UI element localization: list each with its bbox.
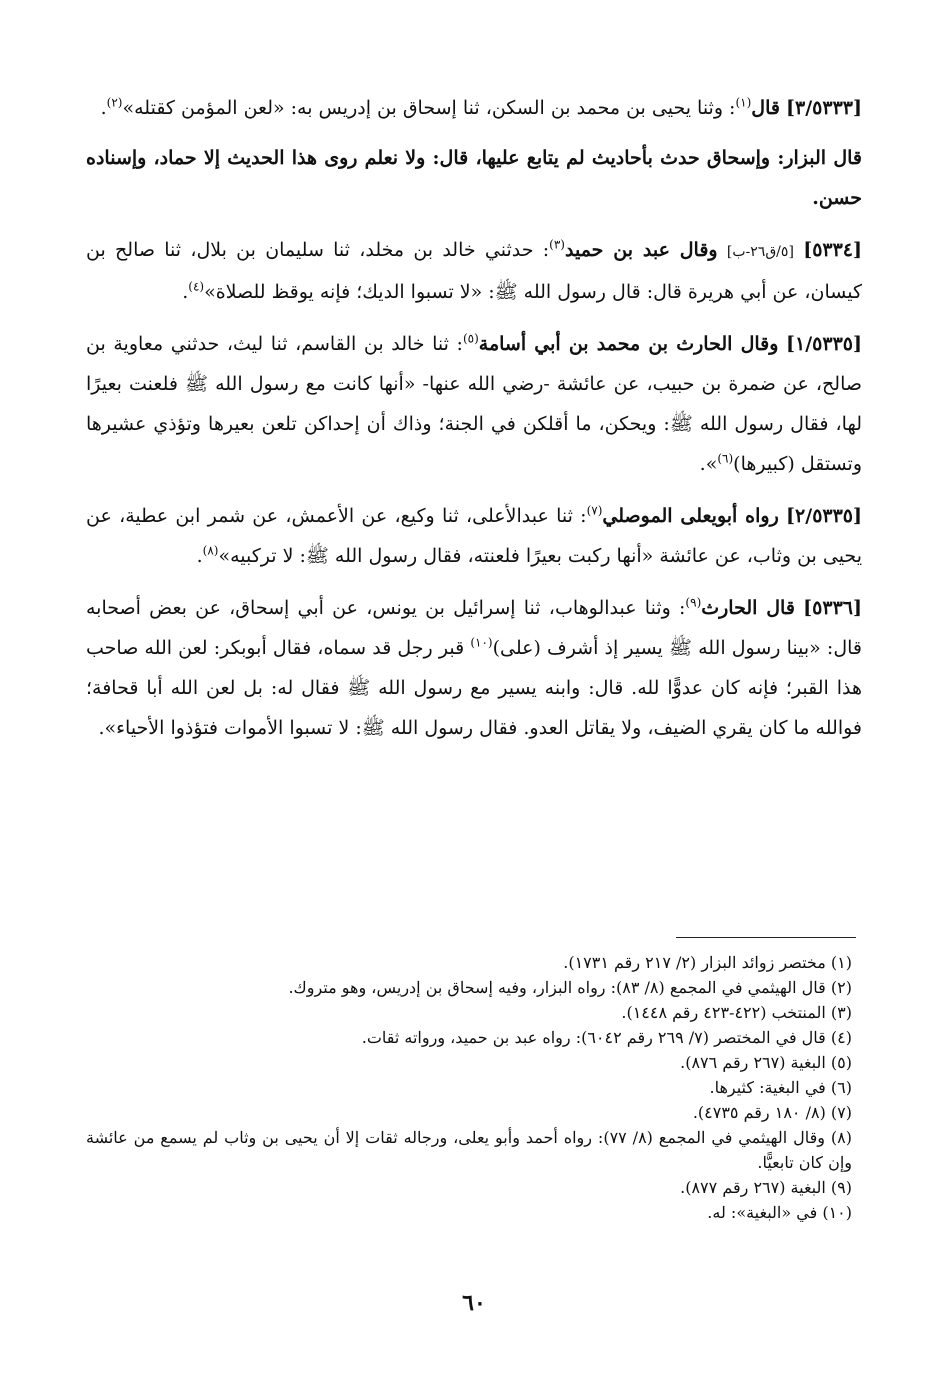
footnote: (٤) قال في المختصر (٧/ ٢٦٩ رقم ٦٠٤٢): رواه عبد بن حميد، ورواته ثقات. bbox=[361, 1028, 852, 1047]
footnote: (٣) المنتخب (٤٢٢-٤٢٣ رقم ١٤٤٨). bbox=[621, 1003, 852, 1022]
footnote: (٢) قال الهيثمي في المجمع (٨/ ٨٣): رواه البزار، وفيه إسحاق بن إدريس، وهو متروك. bbox=[288, 978, 852, 997]
page-number: ٦٠ bbox=[462, 1290, 486, 1316]
entry-number: [٥٣٣٤] bbox=[803, 239, 863, 261]
entry-tail: . bbox=[182, 281, 189, 303]
entry-tail: . bbox=[196, 545, 203, 567]
entry-text: : ثنا خالد بن القاسم، ثنا ليث، حدثني معاوية بن صالح، عن ضمرة بن حبيب، عن عائشة -رضي الله عنها- «أنها كانت مع رسول الله ﷺ فلعنت بعيرًا لها، فقال رسول الله ﷺ: ويحكن، ما أقلكن في الجنة؛ وذاك أن إحداكن تلعن بعيرها وتؤذي عشيرها وتستقل (كبيرها) bbox=[86, 333, 862, 475]
entry-text: : وثنا عبدالوهاب، ثنا إسرائيل بن يونس، عن أبي إسحاق، عن بعض أصحابه قال: «بينا رسول الله ﷺ يسير إذ أشرف (على) bbox=[86, 597, 862, 659]
entry-number: [١/٥٣٣٥] bbox=[786, 333, 862, 355]
footnote-ref: (٩) bbox=[685, 595, 702, 610]
footnote: (٨) وقال الهيثمي في المجمع (٨/ ٧٧): رواه أحمد وأبو يعلى، ورجاله ثقات إلا أن يحيى بن وثاب لم يسمع من عائشة وإن كان تابعيًّا. bbox=[86, 1128, 853, 1172]
entry-tail: ». bbox=[699, 453, 718, 475]
hadith-entry bbox=[86, 324, 862, 484]
main-text bbox=[86, 88, 862, 760]
entry-number: [٣/٥٣٣٣] bbox=[786, 97, 862, 119]
entry-tail: قبر رجل قد سماه، فقال أبوبكر: لعن الله صاحب هذا القبر؛ فإنه كان عدوًّا لله. قال: وابنه يسير مع رسول الله ﷺ فقال له: بل لعن الله أبا قحافة؛ فوالله ما كان يقري الضيف، ولا يقاتل العدو. فقال رسول الله ﷺ: لا تسبوا الأموات فتؤذوا الأحياء». bbox=[86, 637, 862, 739]
commentary-paragraph bbox=[86, 138, 862, 218]
footnote-ref: (٧) bbox=[586, 503, 603, 518]
footnote-ref: (٢) bbox=[106, 95, 123, 110]
hadith-entry bbox=[86, 230, 862, 312]
entry-number: [٢/٥٣٣٥] bbox=[786, 505, 863, 527]
commentary-text: قال البزار: وإسحاق حدث بأحاديث لم يتابع عليها، قال: ولا نعلم روى هذا الحديث إلا حماد، وإسناده حسن. bbox=[86, 147, 862, 209]
footnote: (٧) (٨/ ١٨٠ رقم ٤٧٣٥). bbox=[692, 1103, 852, 1122]
footnote-ref: (٣) bbox=[549, 237, 565, 252]
footnote-ref: (١٠) bbox=[470, 635, 493, 650]
footnote: (٥) البغية (٢٦٧ رقم ٨٧٦). bbox=[680, 1053, 852, 1072]
footnote-ref: (١) bbox=[735, 95, 752, 110]
footnote: (٩) البغية (٢٦٧ رقم ٨٧٧). bbox=[680, 1178, 852, 1197]
footnote-ref: (٦) bbox=[717, 451, 734, 466]
footnote-ref: (٤) bbox=[188, 279, 205, 294]
footnote-ref: (٥) bbox=[462, 331, 479, 346]
entry-text: : حدثني خالد بن مخلد، ثنا سليمان بن بلال، ثنا صالح بن كيسان، عن أبي هريرة قال: قال رسول الله ﷺ: «لا تسبوا الديك؛ فإنه يوقظ للصلاة» bbox=[86, 239, 862, 303]
entry-lead: رواه أبويعلى الموصلي bbox=[602, 505, 779, 527]
footnote-ref: (٨) bbox=[202, 543, 219, 558]
entry-text: : وثنا يحيى بن محمد بن السكن، ثنا إسحاق بن إدريس به: «لعن المؤمن كقتله» bbox=[122, 97, 736, 119]
footnote: (٦) في البغية: كثيرها. bbox=[709, 1078, 852, 1097]
footnote: (١) مختصر زوائد البزار (٢/ ٢١٧ رقم ١٧٣١). bbox=[563, 953, 852, 972]
footnotes bbox=[86, 950, 852, 1225]
manuscript-ref: [٥/ق٢٦-ب] bbox=[726, 244, 794, 260]
entry-lead: قال الحارث bbox=[701, 597, 795, 619]
entry-text: : ثنا عبدالأعلى، ثنا وكيع، عن الأعمش، عن شمر ابن عطية، عن يحيى بن وثاب، عن عائشة «أنها ركبت بعيرًا فلعنته، فقال رسول الله ﷺ: لا تركبيه» bbox=[86, 505, 862, 567]
entry-lead: وقال الحارث بن محمد بن أبي أسامة bbox=[478, 333, 779, 355]
footnote: (١٠) في «البغية»: له. bbox=[707, 1203, 852, 1222]
hadith-entry bbox=[86, 496, 862, 576]
entry-tail: . bbox=[100, 97, 107, 119]
entry-lead: قال bbox=[751, 97, 780, 119]
entry-lead: وقال عبد بن حميد bbox=[564, 239, 718, 261]
hadith-entry bbox=[86, 588, 862, 748]
footnote-divider bbox=[676, 937, 856, 938]
hadith-entry bbox=[86, 88, 862, 128]
entry-number: [٥٣٣٦] bbox=[803, 597, 862, 619]
